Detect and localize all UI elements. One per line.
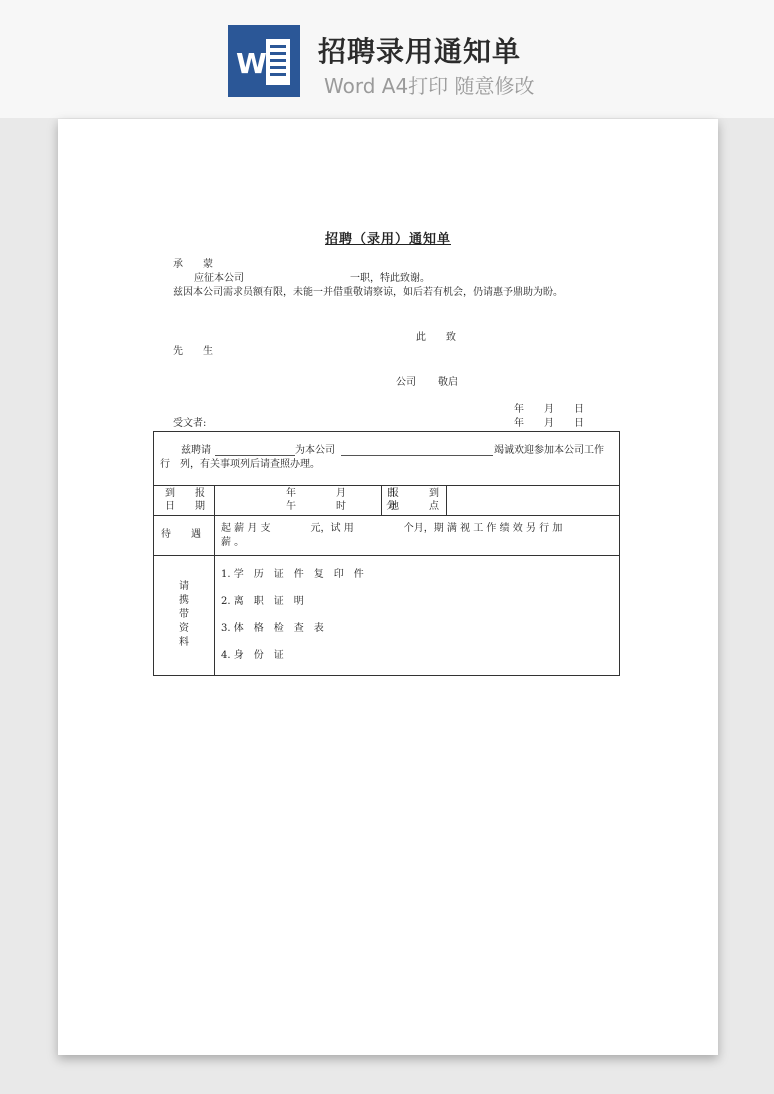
page-subtitle: Word A4打印 随意修改 — [324, 74, 535, 98]
salutation: 承 蒙 — [173, 259, 213, 270]
treatment-text-1: 起 薪 月 支 元，试 用 个月，期 满 视 工 作 绩 效 另 行 加 — [221, 523, 563, 534]
material-item-2: 2. 离 职 证 明 — [221, 596, 304, 607]
date-line-1: 年 月 日 — [514, 404, 584, 415]
report-place-label-1: 报 到 — [389, 488, 439, 499]
ci-zhi: 此 致 — [416, 332, 456, 343]
materials-label-3: 带 — [179, 609, 189, 620]
report-date-label-2: 日 期 — [165, 501, 205, 512]
header-banner — [0, 0, 774, 118]
document-title: 招聘（录用）通知单 — [324, 232, 451, 247]
report-date-label-1: 到 报 — [165, 488, 205, 499]
intro-text-1: 兹聘请 — [181, 445, 211, 456]
word-icon — [228, 25, 300, 97]
treatment-label: 待 遇 — [161, 529, 201, 540]
date-row-1: 年 月 日 — [286, 488, 396, 499]
applied-line-end: 一职，特此致谢。 — [350, 273, 430, 284]
report-place-label-2: 地 点 — [389, 501, 439, 512]
xian-sheng: 先 生 — [173, 346, 213, 357]
materials-label-4: 资 — [179, 623, 189, 634]
offer-table — [153, 431, 620, 676]
materials-label-5: 料 — [179, 637, 189, 648]
material-item-1: 1. 学 历 证 件 复 印 件 — [221, 569, 364, 580]
intro-text-2: 为本公司 — [295, 445, 335, 456]
date-row-2: 午 时 分 — [286, 501, 396, 512]
material-item-4: 4. 身 份 证 — [221, 650, 284, 661]
applied-line: 应征本公司 — [194, 273, 244, 284]
intro-text-3: 竭诚欢迎参加本公司工作 — [494, 445, 604, 456]
intro-blank-2 — [341, 455, 493, 456]
watermark — [91, 475, 127, 513]
intro-text-4: 行 列，有关事项列后请查照办理。 — [160, 459, 320, 470]
jing-qi: 敬启 — [438, 377, 458, 388]
recipient-label: 受文者: — [173, 418, 207, 429]
material-item-3: 3. 体 格 检 查 表 — [221, 623, 324, 634]
reason-line: 兹因本公司需求员额有限，未能一并借重敬请察谅，如后若有机会，仍请惠予鼎助为盼。 — [173, 287, 563, 298]
word-icon-letter: W — [236, 47, 267, 80]
intro-blank-1 — [215, 455, 295, 456]
materials-label-1: 请 — [179, 581, 189, 592]
page-title: 招聘录用通知单 — [318, 35, 522, 68]
company-label: 公司 — [396, 377, 416, 388]
treatment-text-2: 薪 。 — [221, 537, 245, 548]
materials-label-2: 携 — [179, 595, 189, 606]
document-page — [58, 119, 718, 1055]
date-line-2: 年 月 日 — [514, 418, 584, 429]
